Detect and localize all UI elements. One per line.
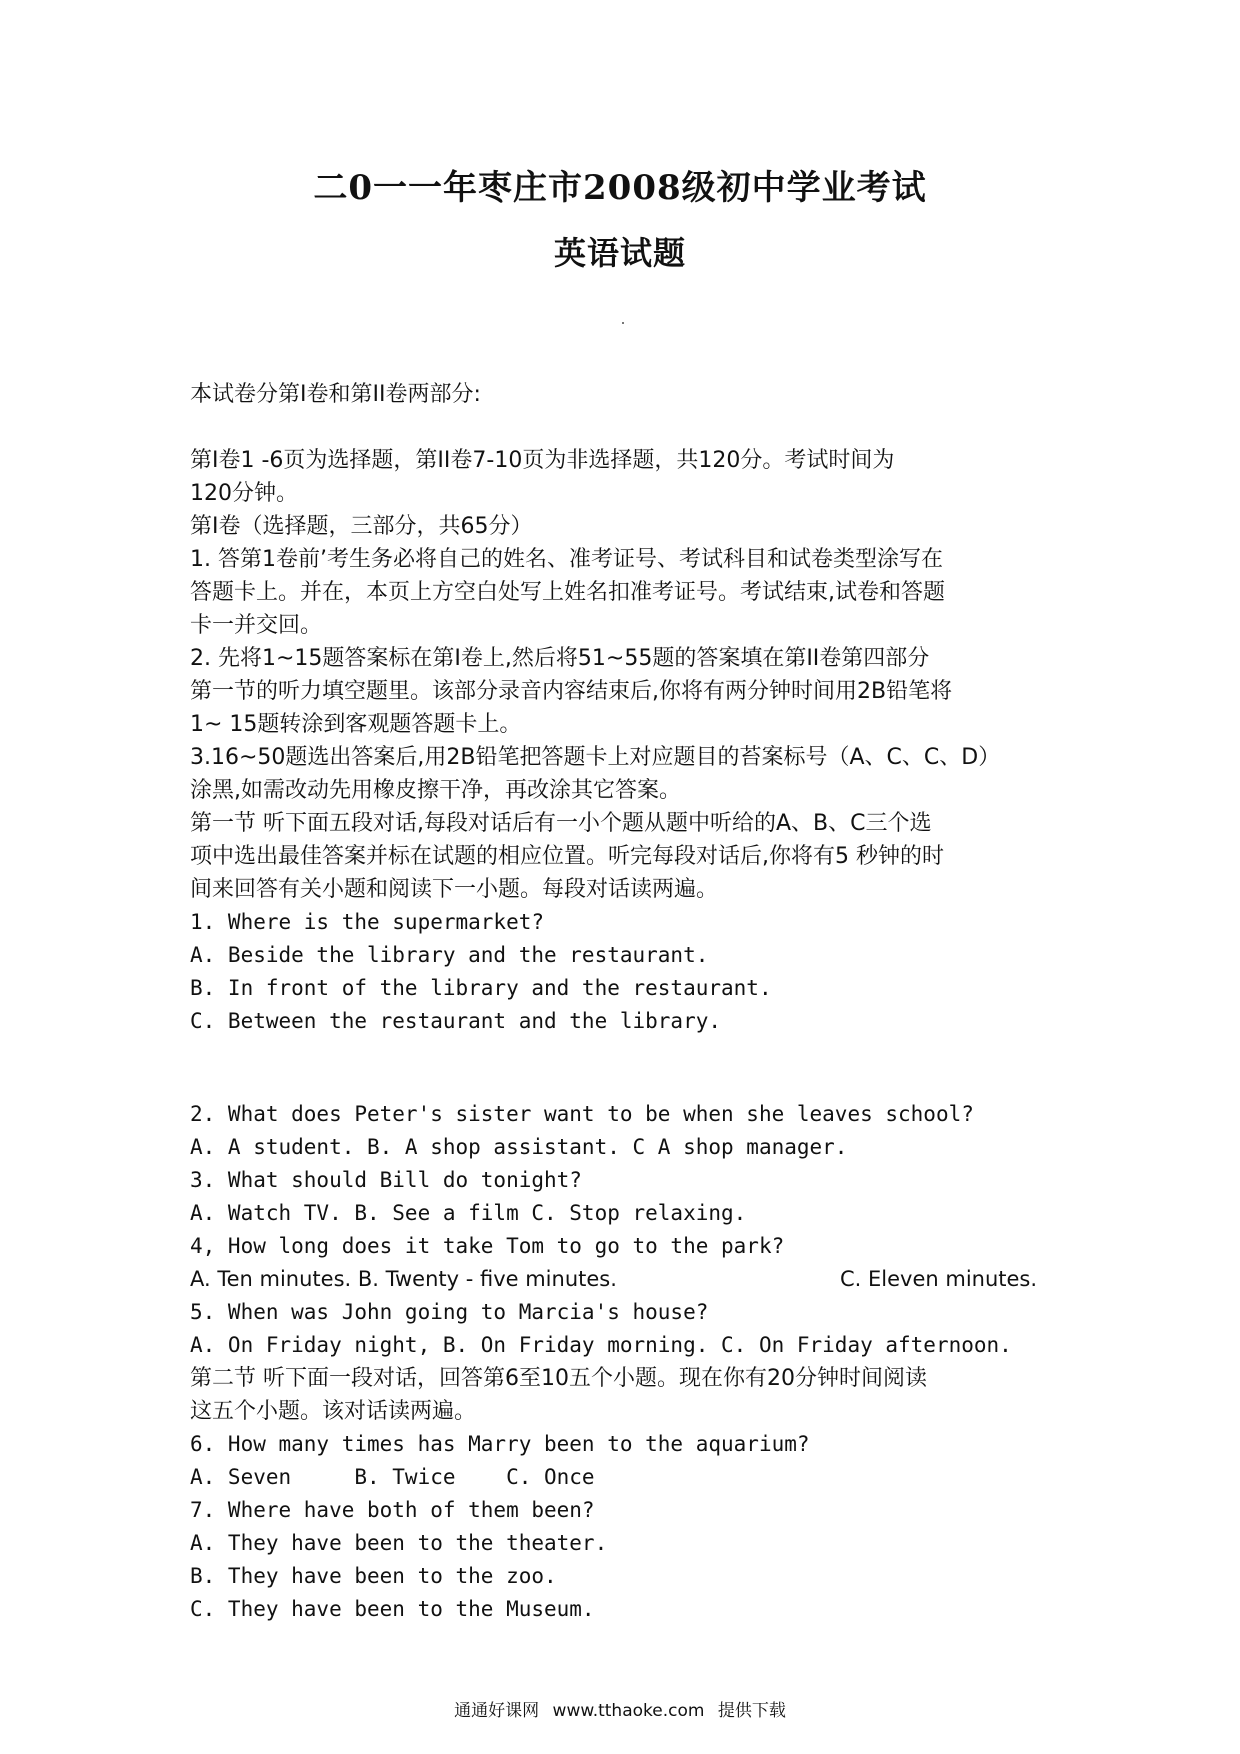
intro-line: 第I卷（选择题，三部分，共65分） [190,514,533,539]
question-1-option-b: B. In front of the library and the restaurant. [190,976,772,1000]
footer [0,1696,1240,1721]
exam-title: 二0一一年枣庄市2008级初中学业考试 [313,168,927,208]
question-1-option-c: C. Between the restaurant and the library. [190,1009,722,1033]
footer-note: 提供下载 [717,1701,786,1721]
question-7-option-c: C. They have been to the Museum. [190,1597,595,1621]
intro-line: 120分钟。 [190,481,298,506]
note-3: 涂黑,如需改动先用橡皮擦干净，再改涂其它答案。 [190,778,681,803]
question-3: 3. What should Bill do tonight? [190,1168,582,1192]
note-3: 3.16~50题选出答案后,用2B铅笔把答题卡上对应题目的苔案标号（A、C、C、D） [190,745,1001,770]
question-4-options-ab: A. Ten minutes. B. Twenty - five minutes. [190,1267,617,1291]
question-4-options [190,1263,1060,1296]
question-4: 4, How long does it take Tom to go to the park? [190,1234,785,1258]
question-5: 5. When was John going to Marcia's house? [190,1300,709,1324]
question-4-option-c: C. Eleven minutes. [840,1267,1038,1291]
question-3-options: A. Watch TV. B. See a film C. Stop relaxing. [190,1201,747,1225]
spacer [190,1038,1060,1098]
note-2: 1~ 15题转涂到客观题答题卡上。 [190,712,522,737]
section-1-instructions: 项中选出最佳答案并标在试题的相应位置。听完每段对话后,你将有5 秒钟的时 [190,844,944,869]
note-1: 答题卡上。并在，本页上方空白处写上姓名扣准考证号。考试结束,试卷和答题 [190,580,945,605]
question-6: 6. How many times has Marry been to the aquarium? [190,1432,810,1456]
question-7: 7. Where have both of them been? [190,1498,595,1522]
note-1: 1. 答第1卷前’考生务必将自己的姓名、准考证号、考试科目和试卷类型涂写在 [190,547,943,572]
note-2: 2. 先将1~15题答案标在第I卷上,然后将51~55题的答案填在第II卷第四部分 [190,646,930,671]
question-5-options: A. On Friday night, B. On Friday morning. C. On Friday afternoon. [190,1333,1012,1357]
spacer [190,411,1060,444]
question-2-options: A. A student. B. A shop assistant. C A shop manager. [190,1135,848,1159]
intro-line: 第I卷1 -6页为选择题，第II卷7-10页为非选择题，共120分。考试时间为 [190,448,895,473]
question-1: 1. Where is the supermarket? [190,910,545,934]
section-2-instructions: 第二节 听下面一段对话，回答第6至10五个小题。现在你有20分钟时间阅读 [190,1366,927,1391]
footer-url[interactable]: www.tthaoke.com [552,1701,705,1721]
question-1-option-a: A. Beside the library and the restaurant. [190,943,709,967]
note-1: 卡一并交回。 [190,613,323,638]
section-1-instructions: 第一节 听下面五段对话,每段对话后有一小个题从题中听给的A、B、C三个选 [190,811,932,836]
footer-site-name: 通通好课网 [454,1701,540,1721]
question-7-option-b: B. They have been to the zoo. [190,1564,557,1588]
section-1-instructions: 间来回答有关小题和阅读下一小题。每段对话读两遍。 [190,877,719,902]
exam-subtitle: 英语试题 [553,234,686,272]
note-2: 第一节的听力填空题里。该部分录音内容结束后,你将有两分钟时间用2B铅笔将 [190,679,953,704]
question-6-options: A. Seven B. Twice C. Once [190,1465,595,1489]
decorative-dot [622,322,624,324]
exam-body [190,378,1060,1626]
intro-line: 本试卷分第I卷和第II卷两部分: [190,382,481,407]
question-7-option-a: A. They have been to the theater. [190,1531,608,1555]
question-2: 2. What does Peter's sister want to be when she leaves school? [190,1102,974,1126]
section-2-instructions: 这五个小题。该对话读两遍。 [190,1399,477,1424]
